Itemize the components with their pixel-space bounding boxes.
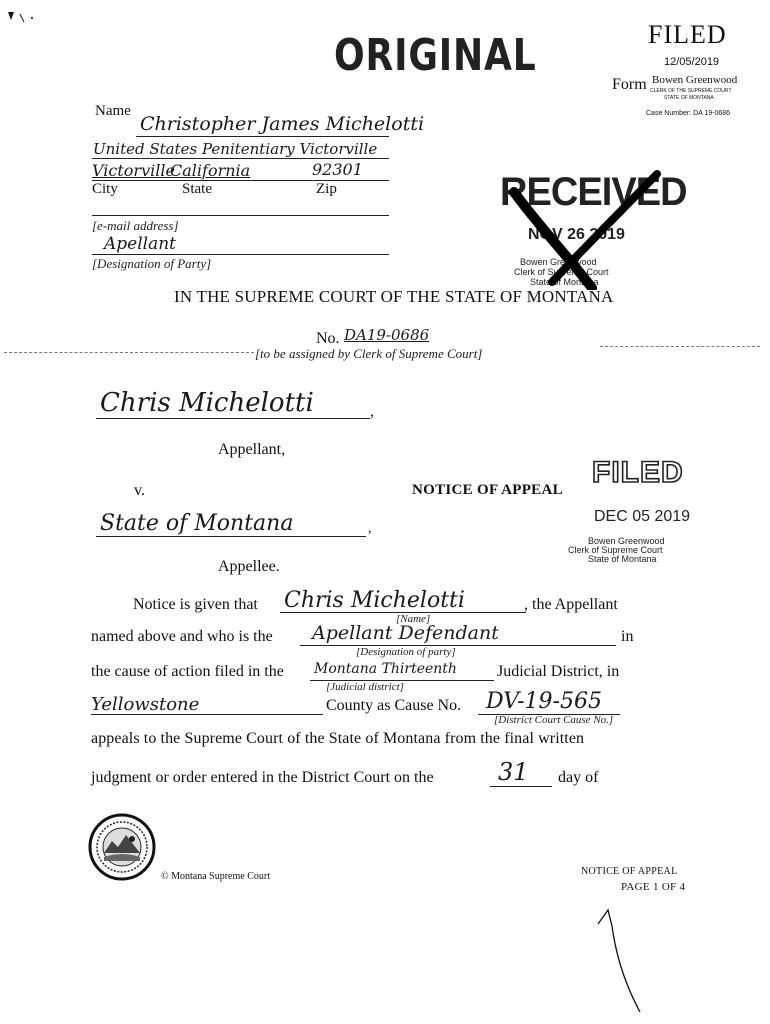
appellant-label: Appellant, xyxy=(218,441,286,458)
designation-value: Apellant xyxy=(104,234,177,254)
received-clerk-sub: Clerk of Supreme Court xyxy=(514,267,609,277)
notice-prefix: Notice is given that xyxy=(133,596,258,613)
versus-label: v. xyxy=(134,482,145,499)
zip-label: Zip xyxy=(316,181,337,197)
appellee-underline xyxy=(96,536,366,537)
filed-stamp-clerk: Bowen Greenwood xyxy=(588,536,665,546)
cause-prefix: the cause of action filed in the xyxy=(91,663,284,680)
pen-stroke xyxy=(590,906,650,1016)
appellee-name: State of Montana xyxy=(100,511,294,536)
scan-dashes-left xyxy=(4,352,254,353)
address-value: United States Penitentiary Victorville xyxy=(93,140,378,158)
filed-stamp-date: DEC 05 2019 xyxy=(594,508,691,525)
filed-stamp-title: FILED xyxy=(592,456,684,489)
email-label: [e-mail address] xyxy=(92,218,179,233)
name-value: Christopher James Michelotti xyxy=(140,113,425,135)
judgment-prefix: judgment or order entered in the District Court on the xyxy=(91,769,434,786)
filed-stamp-state-sub: State of Montana xyxy=(588,554,657,564)
appellant-comma: , xyxy=(370,403,374,420)
form-label: Form xyxy=(612,76,647,93)
scan-dashes-right xyxy=(600,346,760,347)
received-stamp xyxy=(492,170,687,290)
cause-no-value: DV-19-565 xyxy=(486,689,602,714)
footer-notice-label: NOTICE OF APPEAL xyxy=(581,866,678,877)
designation-label: [Designation of Party] xyxy=(92,256,212,271)
judgment-suffix: day of xyxy=(558,769,599,786)
address-underline xyxy=(92,158,389,159)
scan-artifact xyxy=(6,8,46,30)
court-heading: IN THE SUPREME COURT OF THE STATE OF MONTANA xyxy=(174,287,614,306)
name-underline xyxy=(136,136,389,137)
court-seal xyxy=(88,813,156,881)
cause-suffix: Judicial District, in xyxy=(497,663,620,680)
cross-out-mark xyxy=(492,170,672,290)
designation-underline xyxy=(92,254,389,255)
district-value: Montana Thirteenth xyxy=(314,661,457,677)
notice-name: Chris Michelotti xyxy=(284,588,465,613)
county-value: Yellowstone xyxy=(91,694,200,715)
cause-no-hint: [District Court Cause No.] xyxy=(494,714,614,726)
filed-date: 12/05/2019 xyxy=(664,56,720,68)
received-title: RECEIVED xyxy=(500,170,687,214)
email-underline xyxy=(92,215,389,216)
copyright-text: © Montana Supreme Court xyxy=(161,871,270,882)
state-value: California xyxy=(170,161,251,180)
notice-suffix: , the Appellant xyxy=(524,596,618,613)
case-no-hint: [to be assigned by Clerk of Supreme Court] xyxy=(255,346,483,361)
district-hint: [Judicial district] xyxy=(326,681,404,693)
filed-stamp-2 xyxy=(560,456,720,566)
filed-clerk: Bowen Greenwood xyxy=(652,74,738,86)
appellee-label: Appellee. xyxy=(218,558,280,575)
filed-stamp-clerk-sub: Clerk of Supreme Court xyxy=(568,545,663,555)
notice-title: NOTICE OF APPEAL xyxy=(412,482,563,498)
day-underline xyxy=(490,786,552,787)
city-underline xyxy=(92,180,389,181)
county-underline xyxy=(91,714,323,715)
party-hint: [Designation of party] xyxy=(356,646,456,658)
appeals-line: appeals to the Supreme Court of the State of Montana from the final written xyxy=(91,730,585,747)
case-no-value: DA19-0686 xyxy=(344,326,430,344)
county-mid: County as Cause No. xyxy=(326,697,462,714)
filed-clerk-sub: CLERK OF THE SUPREME COURT xyxy=(650,88,732,94)
original-stamp: ORIGINAL xyxy=(334,30,537,81)
case-no-label: No. xyxy=(316,330,340,347)
received-date: NOV 26 2019 xyxy=(528,226,625,243)
filed-state-sub: STATE OF MONTANA xyxy=(664,95,714,101)
appellant-underline xyxy=(96,418,370,419)
name-hint: [Name] xyxy=(396,613,431,625)
city-value: Victorville xyxy=(92,161,175,180)
named-suffix: in xyxy=(621,628,634,645)
case-number: Case Number: DA 19-0686 xyxy=(646,110,731,117)
zip-value: 92301 xyxy=(312,160,363,179)
received-state-sub: State of Montana xyxy=(530,277,599,287)
state-label: State xyxy=(182,181,212,197)
footer-page-label: PAGE 1 OF 4 xyxy=(621,881,686,893)
appellant-name: Chris Michelotti xyxy=(100,388,314,418)
party-value: Apellant Defendant xyxy=(312,622,499,644)
party-underline xyxy=(300,645,616,646)
city-label: City xyxy=(92,181,118,197)
named-prefix: named above and who is the xyxy=(91,628,273,645)
received-clerk: Bowen Greenwood xyxy=(520,257,597,267)
filed-title: FILED xyxy=(648,20,727,49)
day-value: 31 xyxy=(498,758,529,786)
name-label: Name xyxy=(95,103,131,119)
appellee-comma: , xyxy=(368,521,372,536)
